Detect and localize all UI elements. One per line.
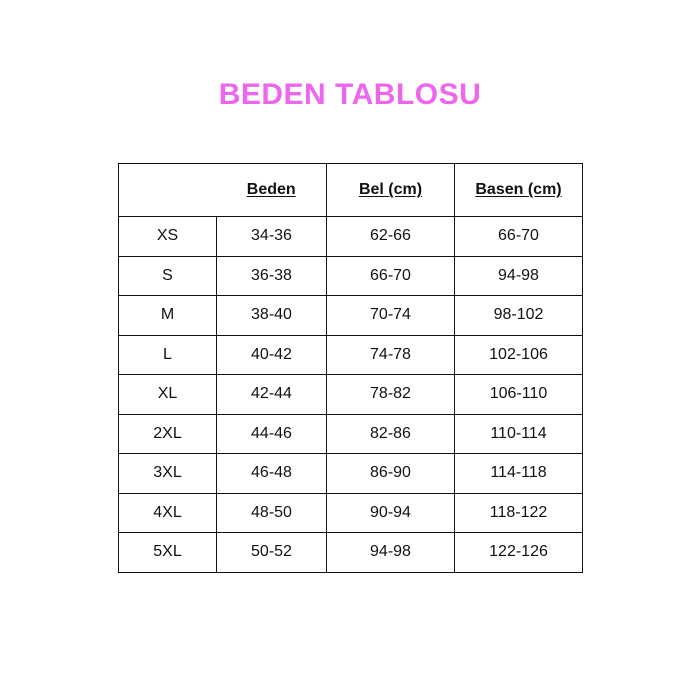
cell-bel: 82-86 <box>327 414 455 454</box>
cell-beden: 34-36 <box>217 217 327 257</box>
cell-basen: 118-122 <box>455 493 583 533</box>
cell-beden: 42-44 <box>217 375 327 415</box>
cell-beden: 46-48 <box>217 454 327 494</box>
page-title: BEDEN TABLOSU <box>218 78 482 111</box>
cell-basen: 94-98 <box>455 256 583 296</box>
table-row <box>119 454 583 494</box>
size-table-container <box>118 163 582 573</box>
cell-basen: 110-114 <box>455 414 583 454</box>
cell-beden: 36-38 <box>217 256 327 296</box>
cell-basen: 114-118 <box>455 454 583 494</box>
table-body <box>119 217 583 573</box>
table-row <box>119 414 583 454</box>
table-row <box>119 256 583 296</box>
cell-beden: 44-46 <box>217 414 327 454</box>
cell-beden: 48-50 <box>217 493 327 533</box>
table-row <box>119 375 583 415</box>
cell-size: S <box>119 256 217 296</box>
cell-size: 2XL <box>119 414 217 454</box>
table-row <box>119 493 583 533</box>
cell-bel: 86-90 <box>327 454 455 494</box>
column-header-basen <box>455 164 583 217</box>
table-header-row <box>119 164 583 217</box>
column-header-bel <box>327 164 455 217</box>
cell-basen: 102-106 <box>455 335 583 375</box>
table-row <box>119 296 583 336</box>
cell-bel: 94-98 <box>327 533 455 573</box>
cell-size: 5XL <box>119 533 217 573</box>
cell-size: XL <box>119 375 217 415</box>
cell-size: L <box>119 335 217 375</box>
table-row <box>119 533 583 573</box>
cell-basen: 98-102 <box>455 296 583 336</box>
cell-size: 3XL <box>119 454 217 494</box>
cell-size: 4XL <box>119 493 217 533</box>
column-header-basen-label: Basen (cm) <box>475 181 562 198</box>
column-header-beden-label: Beden <box>246 181 296 198</box>
table-row <box>119 217 583 257</box>
cell-basen: 122-126 <box>455 533 583 573</box>
cell-size: XS <box>119 217 217 257</box>
cell-size: M <box>119 296 217 336</box>
cell-beden: 50-52 <box>217 533 327 573</box>
table-head <box>119 164 583 217</box>
cell-bel: 74-78 <box>327 335 455 375</box>
cell-bel: 90-94 <box>327 493 455 533</box>
column-header-beden <box>217 164 327 217</box>
cell-basen: 66-70 <box>455 217 583 257</box>
column-header-empty <box>119 164 217 217</box>
cell-basen: 106-110 <box>455 375 583 415</box>
cell-beden: 38-40 <box>217 296 327 336</box>
cell-beden: 40-42 <box>217 335 327 375</box>
cell-bel: 62-66 <box>327 217 455 257</box>
cell-bel: 70-74 <box>327 296 455 336</box>
cell-bel: 78-82 <box>327 375 455 415</box>
cell-bel: 66-70 <box>327 256 455 296</box>
table-row <box>119 335 583 375</box>
column-header-bel-label: Bel (cm) <box>358 181 423 198</box>
size-table <box>118 163 583 573</box>
